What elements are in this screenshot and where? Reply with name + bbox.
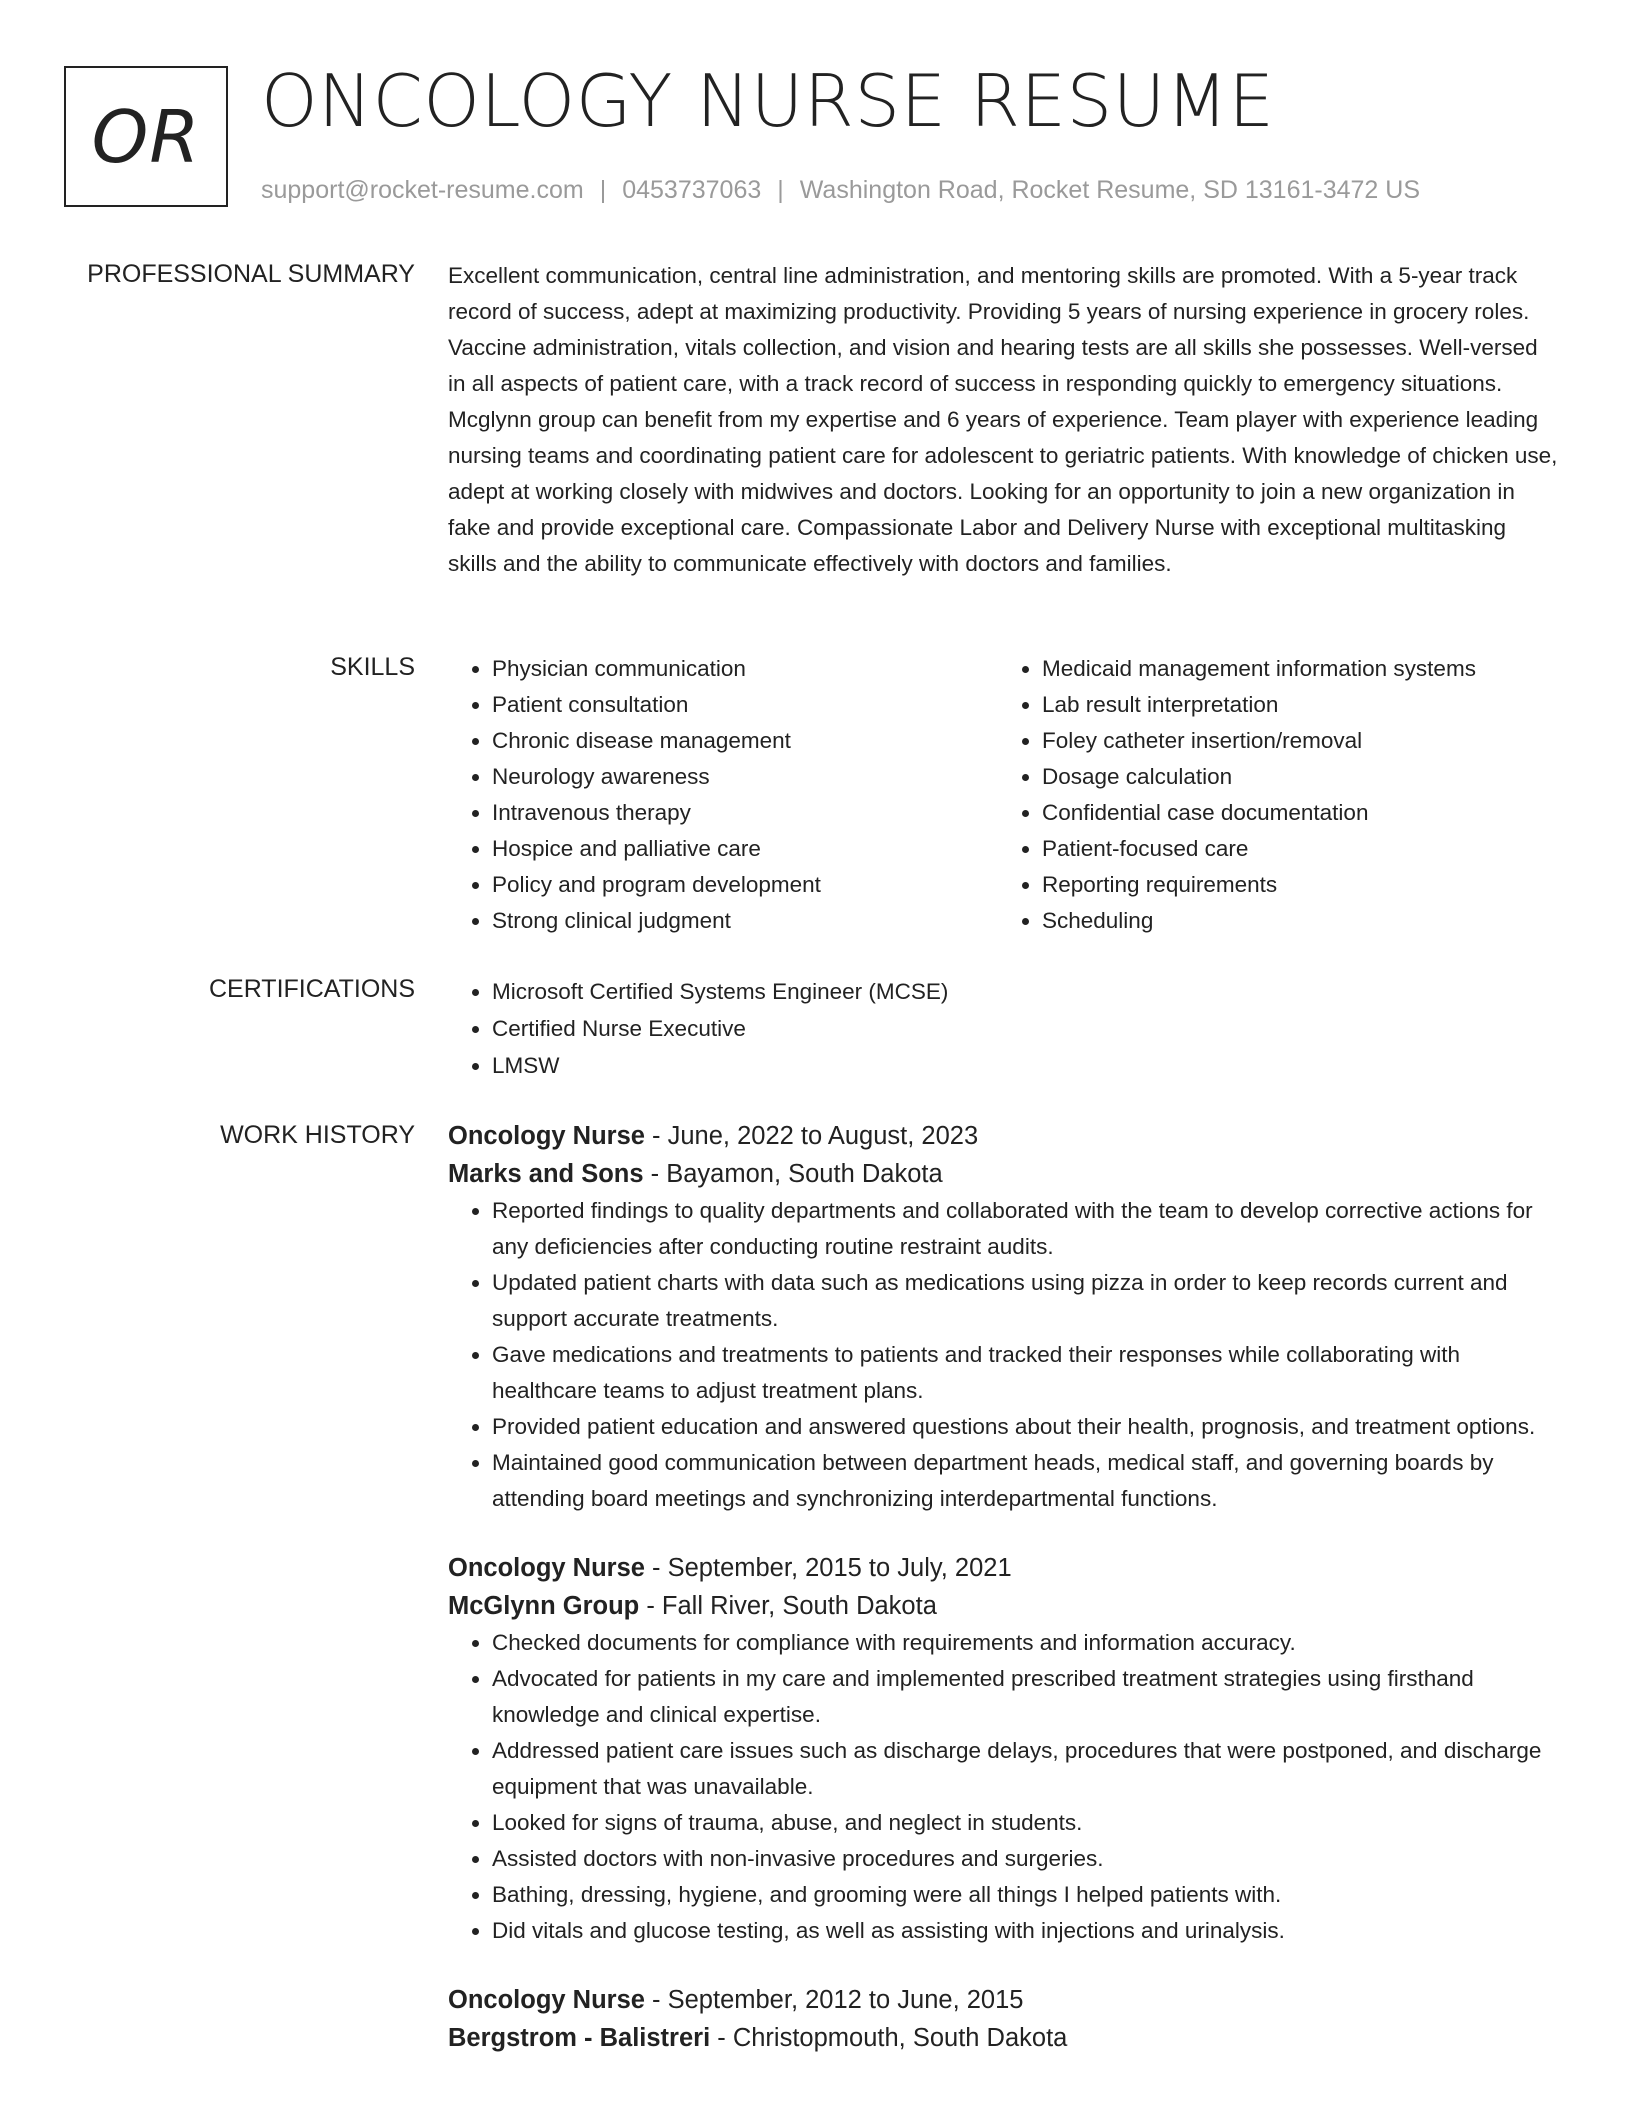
skills-column-left [448, 651, 998, 939]
job-duty: • Provided patient education and answered questions about their health, prognosis, and treatment options. [492, 1409, 1560, 1445]
job-company-line [448, 1155, 1560, 1193]
certification-item: • Certified Nurse Executive [492, 1010, 1560, 1047]
job-dates: - June, 2022 to August, 2023 [644, 1122, 979, 1150]
certification-item: • Microsoft Certified Systems Engineer (MCSE) [492, 973, 1560, 1010]
certifications-body [448, 973, 1560, 1084]
skill-item: • Patient-focused care [1042, 831, 1548, 867]
monogram-badge: OR [64, 66, 228, 207]
job-entry [448, 1981, 1560, 2057]
skill-item: • Lab result interpretation [1042, 687, 1548, 723]
contact-line [261, 174, 1420, 206]
section-title-summary: PROFESSIONAL SUMMARY [87, 260, 415, 288]
skill-item: • Patient consultation [492, 687, 998, 723]
job-duty: • Looked for signs of trauma, abuse, and neglect in students. [492, 1805, 1560, 1841]
skill-item: • Confidential case documentation [1042, 795, 1548, 831]
summary-text: Excellent communication, central line administration, and mentoring skills are promoted. With a 5-year track record of success, adept at maximizing productivity. Providing 5 years of nursing experience in grocery roles. Vaccine administration, vitals collection, and vision and hearing tests are all skills she possesses. Well-versed in all aspects of patient care, with a track record of success in responding quickly to emergency situations. Mcglynn group can benefit from my expertise and 6 years of experience. Team player with experience leading nursing teams and coordinating patient care for adolescent to geriatric patients. With knowledge of chicken use, adept at working closely with midwives and doctors. Looking for an opportunity to join a new organization in fake and provide exceptional care. Compassionate Labor and Delivery Nurse with exceptional multitasking skills and the ability to communicate effectively with doctors and families. [448, 263, 1558, 576]
skill-item: • Intravenous therapy [492, 795, 998, 831]
certification-item: • LMSW [492, 1047, 1560, 1084]
job-dates: - September, 2012 to June, 2015 [644, 1986, 1024, 2014]
section-title-skills: SKILLS [330, 653, 415, 681]
job-entry [448, 1117, 1560, 1517]
job-dates: - September, 2015 to July, 2021 [644, 1554, 1012, 1582]
job-duties-list [448, 1193, 1560, 1517]
job-duty: • Assisted doctors with non-invasive procedures and surgeries. [492, 1841, 1560, 1877]
contact-address: Washington Road, Rocket Resume, SD 13161-3472 US [799, 176, 1421, 204]
contact-separator: | [599, 176, 607, 204]
skill-item: • Medicaid management information systems [1042, 651, 1548, 687]
job-duty: • Checked documents for compliance with requirements and information accuracy. [492, 1625, 1560, 1661]
section-title-work-history: WORK HISTORY [220, 1121, 415, 1149]
job-duties-list [448, 1625, 1560, 1949]
job-duty: • Reported findings to quality departments and collaborated with the team to develop corrective actions for any deficiencies after conducting routine restraint audits. [492, 1193, 1560, 1265]
skill-item: • Policy and program development [492, 867, 998, 903]
section-title-certifications: CERTIFICATIONS [208, 975, 415, 1003]
job-company: Marks and Sons [448, 1160, 644, 1188]
job-duty: • Addressed patient care issues such as discharge delays, procedures that were postponed, and discharge equipment that was unavailable. [492, 1733, 1560, 1805]
job-location: - Bayamon, South Dakota [643, 1160, 943, 1188]
contact-email: support@rocket-resume.com [261, 176, 584, 204]
skills-column-right [998, 651, 1548, 939]
skills-list-right [998, 651, 1548, 939]
job-company: Bergstrom - Balistreri [448, 2024, 711, 2052]
job-duty: • Did vitals and glucose testing, as well as assisting with injections and urinalysis. [492, 1913, 1560, 1949]
job-location: - Christopmouth, South Dakota [710, 2024, 1068, 2052]
skill-item: • Physician communication [492, 651, 998, 687]
job-duty: • Bathing, dressing, hygiene, and grooming were all things I helped patients with. [492, 1877, 1560, 1913]
job-company-line [448, 1587, 1560, 1625]
job-role: Oncology Nurse [448, 1986, 645, 2014]
summary-body [448, 258, 1560, 582]
contact-separator: | [777, 176, 784, 204]
skills-list-left [448, 651, 998, 939]
resume-title: ONCOLOGY NURSE RESUME [261, 59, 1275, 143]
certifications-list [448, 973, 1560, 1084]
job-title-line [448, 1117, 1560, 1155]
skill-item: • Hospice and palliative care [492, 831, 998, 867]
job-company-line [448, 2019, 1560, 2057]
job-duty: • Updated patient charts with data such as medications using pizza in order to keep records current and support accurate treatments. [492, 1265, 1560, 1337]
job-entry [448, 1549, 1560, 1949]
job-duty: • Maintained good communication between department heads, medical staff, and governing boards by attending board meetings and synchronizing interdepartmental functions. [492, 1445, 1560, 1517]
job-title-line [448, 1981, 1560, 2019]
job-duty: • Advocated for patients in my care and implemented prescribed treatment strategies using firsthand knowledge and clinical expertise. [492, 1661, 1560, 1733]
job-role: Oncology Nurse [448, 1122, 645, 1150]
skill-item: • Reporting requirements [1042, 867, 1548, 903]
job-duty: • Gave medications and treatments to patients and tracked their responses while collaborating with healthcare teams to adjust treatment plans. [492, 1337, 1560, 1409]
skill-item: • Foley catheter insertion/removal [1042, 723, 1548, 759]
job-role: Oncology Nurse [448, 1554, 645, 1582]
skill-item: • Scheduling [1042, 903, 1548, 939]
work-history-body [448, 1117, 1560, 2057]
skill-item: • Dosage calculation [1042, 759, 1548, 795]
job-company: McGlynn Group [448, 1592, 640, 1620]
job-location: - Fall River, South Dakota [639, 1592, 937, 1620]
skill-item: • Neurology awareness [492, 759, 998, 795]
skill-item: • Strong clinical judgment [492, 903, 998, 939]
job-title-line [448, 1549, 1560, 1587]
contact-phone: 0453737063 [622, 176, 762, 204]
skill-item: • Chronic disease management [492, 723, 998, 759]
skills-grid [448, 651, 1560, 939]
